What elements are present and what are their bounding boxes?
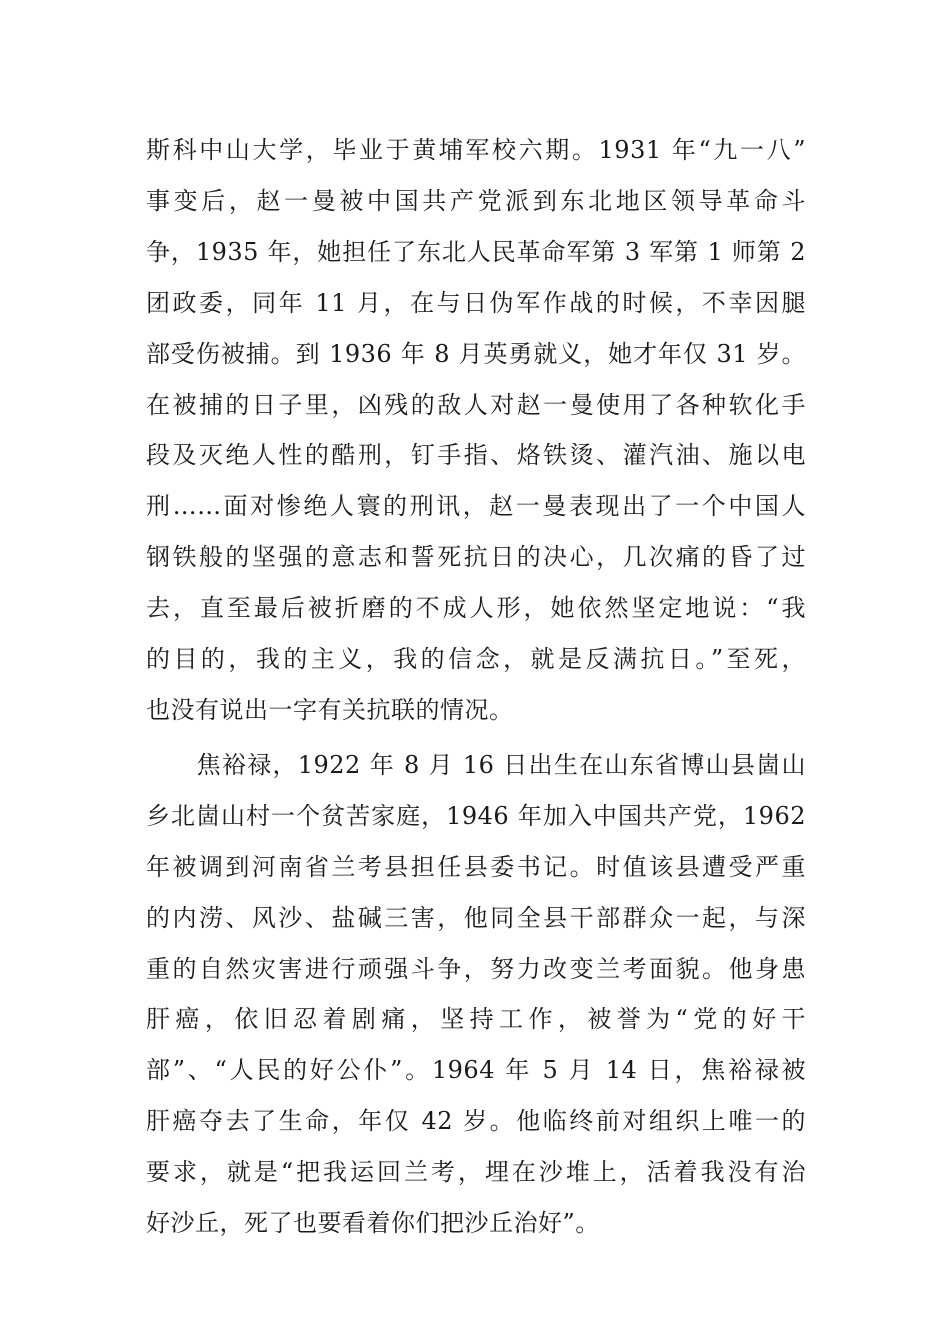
text-line: 肝癌夺去了生命，年仅 42 岁。他临终前对组织上唯一的	[146, 1107, 806, 1136]
text-line: 的目的，我的主义，我的信念，就是反满抗日。”至死，	[146, 645, 806, 674]
text-line: 要求，就是“把我运回兰考，埋在沙堆上，活着我没有治	[146, 1158, 806, 1187]
text-line: 去，直至最后被折磨的不成人形，她依然坚定地说：“我	[146, 594, 806, 623]
text-line: 肝癌，依旧忍着剧痛，坚持工作，被誉为“党的好干	[146, 1005, 806, 1034]
text-line: 重的自然灾害进行顽强斗争，努力改变兰考面貌。他身患	[146, 954, 806, 983]
text-line: 段及灭绝人性的酷刑，钉手指、烙铁烫、灌汽油、施以电	[146, 441, 806, 470]
text-line: 部”、“人民的好公仆”。1964 年 5 月 14 日，焦裕禄被	[146, 1056, 806, 1085]
text-line: 事变后，赵一曼被中国共产党派到东北地区领导革命斗	[146, 186, 806, 215]
text-line: 斯科中山大学，毕业于黄埔军校六期。1931 年“九一八”	[146, 136, 806, 164]
paragraph-jiao-yulu	[146, 740, 806, 1249]
text-line: 乡北崮山村一个贫苦家庭，1946 年加入中国共产党，1962	[146, 801, 806, 830]
document-body	[146, 125, 806, 1249]
text-line: 刑……面对惨绝人寰的刑讯，赵一曼表现出了一个中国人	[146, 492, 806, 521]
paragraph-zhao-yiman	[146, 125, 806, 736]
text-line: 焦裕禄，1922 年 8 月 16 日出生在山东省博山县崮山	[146, 750, 806, 779]
text-line: 也没有说出一字有关抗联的情况。	[146, 695, 514, 724]
text-line: 团政委，同年 11 月，在与日伪军作战的时候，不幸因腿	[146, 288, 806, 317]
text-line: 的内涝、风沙、盐碱三害，他同全县干部群众一起，与深	[146, 903, 806, 932]
text-line: 部受伤被捕。到 1936 年 8 月英勇就义，她才年仅 31 岁。	[146, 339, 806, 368]
text-line: 年被调到河南省兰考县担任县委书记。时值该县遭受严重	[146, 852, 806, 881]
text-line: 好沙丘，死了也要看着你们把沙丘治好”。	[146, 1209, 600, 1238]
text-line: 争，1935 年，她担任了东北人民革命军第 3 军第 1 师第 2	[146, 237, 806, 266]
text-line: 在被捕的日子里，凶残的敌人对赵一曼使用了各种软化手	[146, 390, 806, 419]
text-line: 钢铁般的坚强的意志和誓死抗日的决心，几次痛的昏了过	[146, 543, 806, 572]
